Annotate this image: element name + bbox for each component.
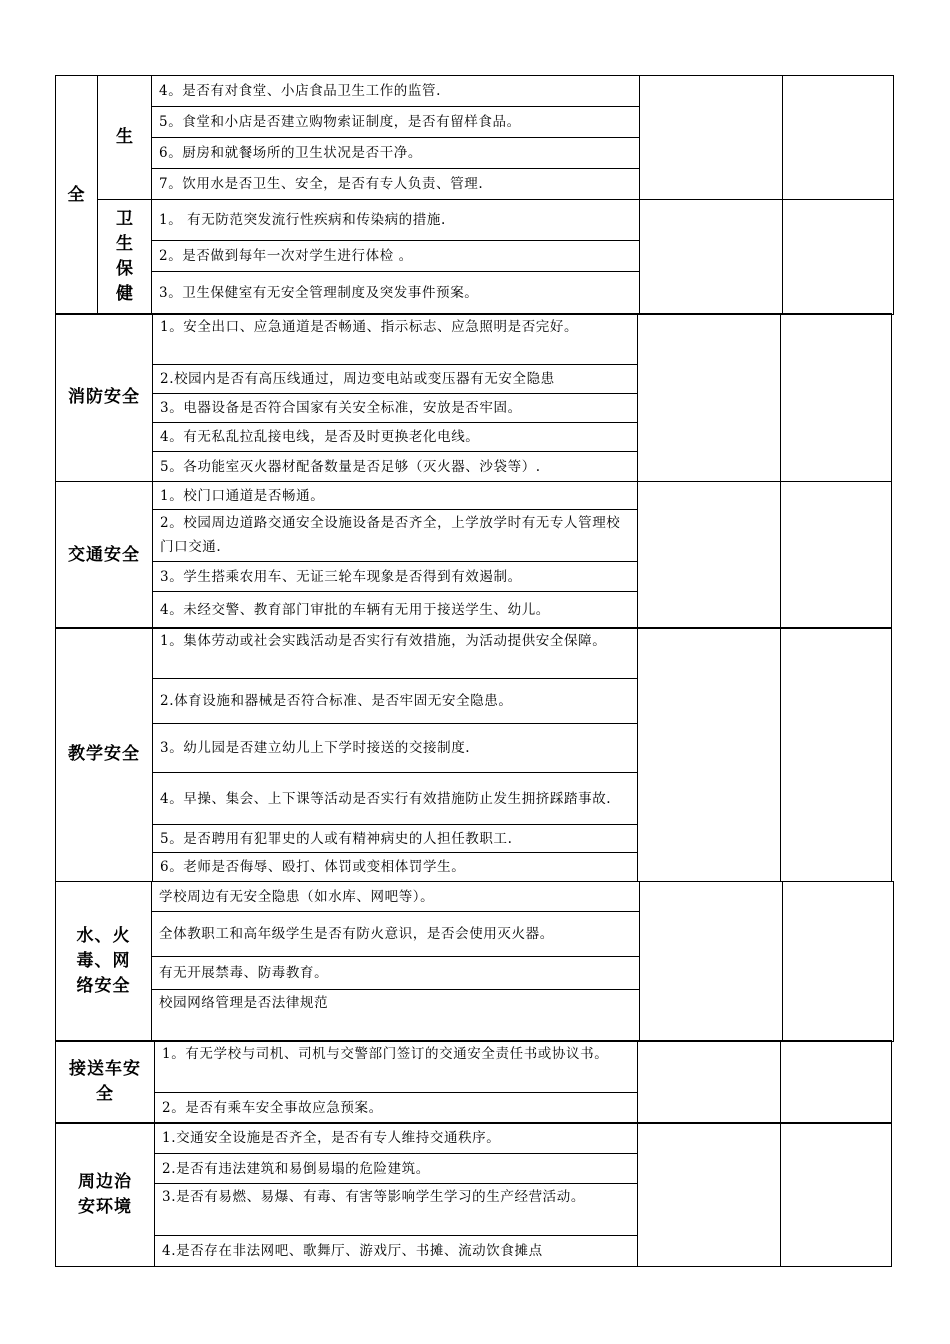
category-water-fire-drug-network: 水、火毒、网络安全: [56, 882, 152, 1042]
check-item: 有无开展禁毒、防毒教育。: [152, 957, 640, 990]
section-teaching: [55, 627, 891, 881]
check-item: 学校周边有无安全隐患（如水库、网吧等）。: [152, 882, 640, 912]
check-item: 1。 有无防范突发流行性疾病和传染病的措施.: [152, 200, 640, 241]
result-cell[interactable]: [638, 628, 781, 882]
remark-cell[interactable]: [781, 482, 892, 629]
section-school-bus: [55, 1040, 891, 1123]
result-cell[interactable]: [640, 76, 783, 200]
check-item: 5。各功能室灭火器材配备数量是否足够（灭火器、沙袋等）.: [153, 452, 638, 482]
check-item: 2。是否有乘车安全事故应急预案。: [155, 1093, 638, 1124]
check-item: 3。学生搭乘农用车、无证三轮车现象是否得到有效遏制。: [153, 562, 638, 592]
check-item: 校园网络管理是否法律规范: [152, 990, 640, 1042]
check-item: 1。集体劳动或社会实践活动是否实行有效措施，为活动提供安全保障。: [153, 628, 638, 679]
check-item: 4。有无私乱拉乱接电线，是否及时更换老化电线。: [153, 423, 638, 452]
check-item: 5。是否聘用有犯罪史的人或有精神病史的人担任教职工.: [153, 825, 638, 853]
check-item: 2。校园周边道路交通安全设施设备是否齐全，上学放学时有无专人管理校门口交通.: [153, 510, 638, 562]
check-item: 2.体育设施和器械是否符合标准、是否牢固无安全隐患。: [153, 679, 638, 724]
check-item: 3。卫生保健室有无安全管理制度及突发事件预案。: [152, 272, 640, 315]
remark-cell[interactable]: [781, 1123, 892, 1267]
check-item: 7。饮用水是否卫生、安全，是否有专人负责、管理.: [152, 169, 640, 200]
check-item: 2.是否有违法建筑和易倒易塌的危险建筑。: [155, 1154, 638, 1184]
check-item: 1。有无学校与司机、司机与交警部门签订的交通安全责任书或协议书。: [155, 1041, 638, 1093]
remark-cell[interactable]: [781, 314, 892, 482]
check-item: 1。校门口通道是否畅通。: [153, 482, 638, 510]
remark-cell[interactable]: [783, 200, 894, 315]
category-fire: 消防安全: [56, 314, 153, 482]
check-item: 5。食堂和小店是否建立购物索证制度，是否有留样食品。: [152, 107, 640, 138]
category-teaching: 教学安全: [56, 628, 153, 882]
subcategory-health-care: 卫生保健: [98, 200, 152, 315]
check-item: 1。安全出口、应急通道是否畅通、指示标志、应急照明是否完好。: [153, 314, 638, 365]
check-item: 3.是否有易燃、易爆、有毒、有害等影响学生学习的生产经营活动。: [155, 1184, 638, 1236]
section-health: [55, 75, 893, 314]
result-cell[interactable]: [638, 482, 781, 629]
check-item: 4。未经交警、教育部门审批的车辆有无用于接送学生、幼儿。: [153, 592, 638, 629]
check-item: 4。早操、集会、上下课等活动是否实行有效措施防止发生拥挤踩踏事故.: [153, 773, 638, 825]
check-item: 2.校园内是否有高压线通过，周边变电站或变压器有无安全隐患: [153, 365, 638, 394]
check-item: 4。是否有对食堂、小店食品卫生工作的监管.: [152, 76, 640, 107]
check-item: 全体教职工和高年级学生是否有防火意识，是否会使用灭火器。: [152, 912, 640, 957]
check-item: 3。幼儿园是否建立幼儿上下学时接送的交接制度.: [153, 724, 638, 773]
section-traffic: [55, 481, 891, 628]
remark-cell[interactable]: [783, 882, 894, 1042]
remark-cell[interactable]: [783, 76, 894, 200]
result-cell[interactable]: [640, 882, 783, 1042]
check-item: 6。老师是否侮辱、殴打、体罚或变相体罚学生。: [153, 853, 638, 882]
remark-cell[interactable]: [781, 1041, 892, 1124]
remark-cell[interactable]: [781, 628, 892, 882]
check-item: 4.是否存在非法网吧、歌舞厅、游戏厅、书摊、流动饮食摊点: [155, 1236, 638, 1267]
result-cell[interactable]: [638, 1123, 781, 1267]
check-item: 6。厨房和就餐场所的卫生状况是否干净。: [152, 138, 640, 169]
result-cell[interactable]: [640, 200, 783, 315]
check-item: 3。电器设备是否符合国家有关安全标准，安放是否牢固。: [153, 394, 638, 423]
result-cell[interactable]: [638, 1041, 781, 1124]
category-traffic: 交通安全: [56, 482, 153, 629]
section-surrounding-security: [55, 1122, 891, 1266]
category-health: 全: [56, 76, 98, 315]
result-cell[interactable]: [638, 314, 781, 482]
section-water-fire-drug-network: [55, 881, 893, 1041]
category-surrounding-security: 周边治安环境: [56, 1123, 155, 1267]
check-item: 2。是否做到每年一次对学生进行体检 。: [152, 241, 640, 272]
check-item: 1.交通安全设施是否齐全，是否有专人维持交通秩序。: [155, 1123, 638, 1154]
section-fire: [55, 313, 891, 481]
category-school-bus: 接送车安全: [56, 1041, 155, 1124]
subcategory-hygiene: 生: [98, 76, 152, 200]
